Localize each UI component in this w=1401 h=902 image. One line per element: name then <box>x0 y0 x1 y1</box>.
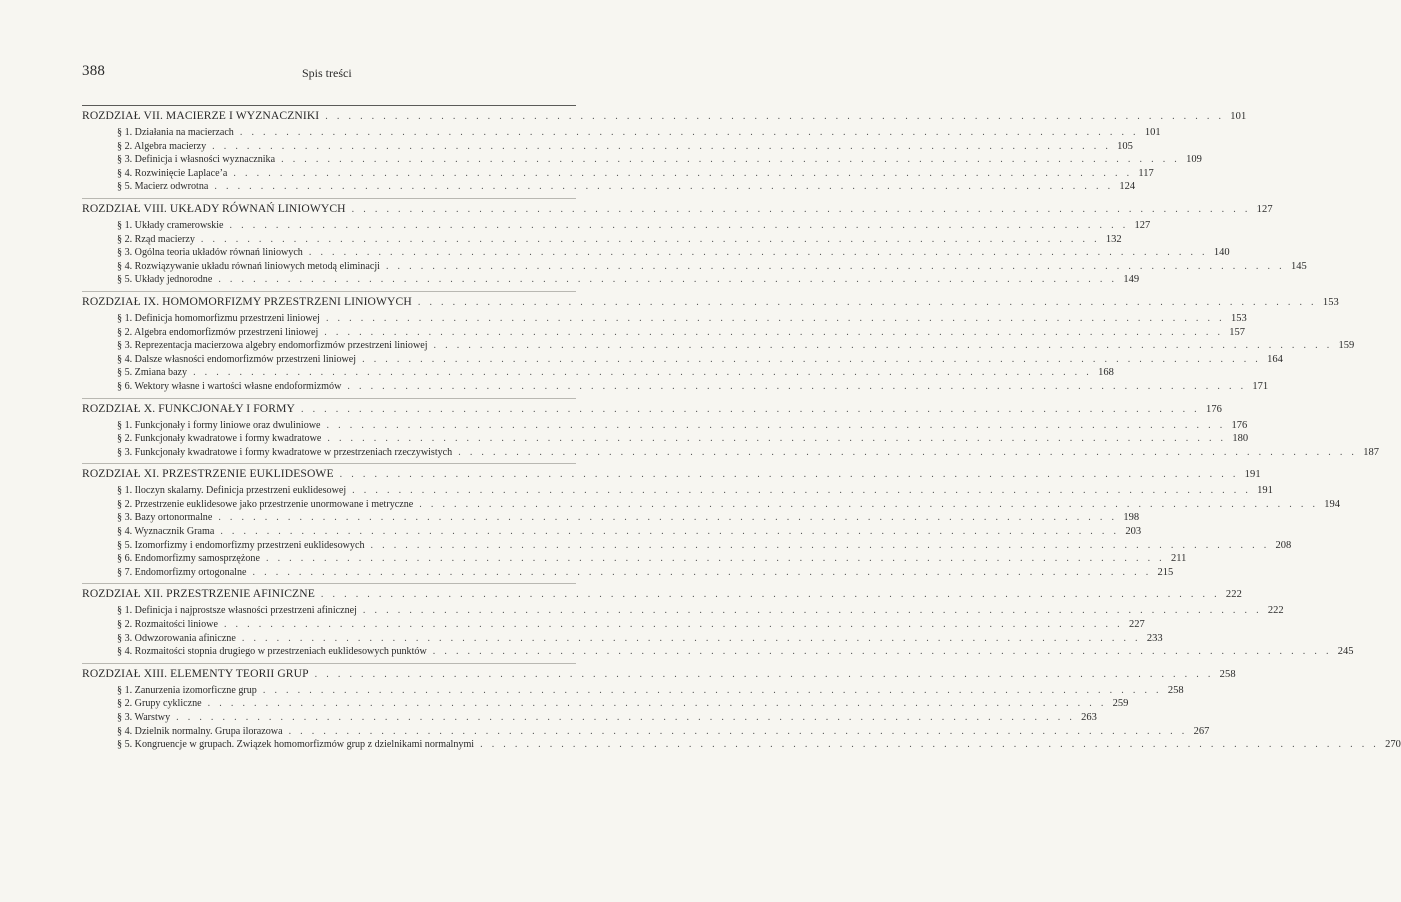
section-entry-page: 198 <box>1123 512 1140 524</box>
section-entry-title: § 6. Endomorfizmy samosprzężone <box>117 553 260 565</box>
dot-leader: . . . . . . . . . . . . . . . . . . . . . . . . . . . . . . . . . . . . . . . . . . . . . . . . . . . . . . . . . . . . . . . . . . . . . . . . . . . . . . <box>233 167 1133 179</box>
section-entry-page: 263 <box>1081 712 1097 723</box>
section-entry-title: § 1. Iloczyn skalarny. Definicja przestrzeni euklidesowej <box>117 485 347 497</box>
dot-leader: . . . . . . . . . . . . . . . . . . . . . . . . . . . . . . . . . . . . . . . . . . . . . . . . . . . . . . . . . . . . . . . . . . . . . . . . . . . . . . <box>432 646 1332 658</box>
dot-leader: . . . . . . . . . . . . . . . . . . . . . . . . . . . . . . . . . . . . . . . . . . . . . . . . . . . . . . . . . . . . . . . . . . . . . . . . . . . . . . <box>325 111 1225 122</box>
section-entry-title: § 3. Warstwy <box>117 712 171 723</box>
section-entry-page: 270 <box>1385 739 1401 751</box>
chapter-block <box>82 663 1401 756</box>
section-entry-title: § 5. Zmiana bazy <box>117 367 188 379</box>
section-entry <box>117 632 1163 646</box>
section-entry-page: 176 <box>1231 419 1248 431</box>
section-entry <box>117 260 1307 274</box>
chapter-heading-page: 191 <box>1244 469 1261 481</box>
dot-leader: . . . . . . . . . . . . . . . . . . . . . . . . . . . . . . . . . . . . . . . . . . . . . . . . . . . . . . . . . . . . . . . . . . . . . . . . . . . . . . <box>176 712 1076 723</box>
section-entry <box>117 273 1140 287</box>
dot-leader: . . . . . . . . . . . . . . . . . . . . . . . . . . . . . . . . . . . . . . . . . . . . . . . . . . . . . . . . . . . . . . . . . . . . . . . . . . . . . . <box>200 233 1100 245</box>
section-entry <box>117 711 1097 725</box>
section-entry-title: § 2. Funkcjonały kwadratowe i formy kwadratowe <box>117 433 322 445</box>
section-entry <box>117 219 1151 233</box>
section-entry-title: § 4. Rozwiązywanie układu równań liniowych metodą eliminacji <box>117 260 380 272</box>
chapter-heading-title: ROZDZIAŁ VII. MACIERZE I WYZNACZNIKI <box>82 109 320 122</box>
chapter-block <box>82 291 1355 398</box>
chapter-heading-page: 258 <box>1219 668 1236 680</box>
section-entry-title: § 1. Funkcjonały i formy liniowe oraz dwuliniowe <box>117 419 321 431</box>
section-entry <box>117 552 1187 566</box>
section-entry <box>117 153 1202 167</box>
section-entry <box>117 525 1142 539</box>
section-entry-title: § 7. Endomorfizmy ortogonalne <box>117 566 247 578</box>
dot-leader: . . . . . . . . . . . . . . . . . . . . . . . . . . . . . . . . . . . . . . . . . . . . . . . . . . . . . . . . . . . . . . . . . . . . . . . . . . . . . . <box>229 219 1129 231</box>
chapter-block <box>82 463 1340 583</box>
dot-leader: . . . . . . . . . . . . . . . . . . . . . . . . . . . . . . . . . . . . . . . . . . . . . . . . . . . . . . . . . . . . . . . . . . . . . . . . . . . . . . <box>193 367 1093 379</box>
section-entry-title: § 3. Odwzorowania afiniczne <box>117 632 236 644</box>
section-entry-page: 215 <box>1157 566 1174 578</box>
section-entry-page: 267 <box>1193 725 1210 737</box>
section-entry-title: § 1. Definicja i najprostsze własności przestrzeni afinicznej <box>117 605 357 617</box>
dot-leader: . . . . . . . . . . . . . . . . . . . . . . . . . . . . . . . . . . . . . . . . . . . . . . . . . . . . . . . . . . . . . . . . . . . . . . . . . . . . . . <box>212 140 1112 152</box>
dot-leader: . . . . . . . . . . . . . . . . . . . . . . . . . . . . . . . . . . . . . . . . . . . . . . . . . . . . . . . . . . . . . . . . . . . . . . . . . . . . . . <box>362 605 1262 617</box>
dot-leader: . . . . . . . . . . . . . . . . . . . . . . . . . . . . . . . . . . . . . . . . . . . . . . . . . . . . . . . . . . . . . . . . . . . . . . . . . . . . . . <box>239 127 1139 138</box>
section-entry-page: 159 <box>1338 340 1355 352</box>
section-entry-page: 105 <box>1117 140 1133 152</box>
dot-leader: . . . . . . . . . . . . . . . . . . . . . . . . . . . . . . . . . . . . . . . . . . . . . . . . . . . . . . . . . . . . . . . . . . . . . . . . . . . . . . <box>300 403 1200 415</box>
section-entry <box>117 366 1114 380</box>
chapter-heading-title: ROZDZIAŁ VIII. UKŁADY RÓWNAŃ LINIOWYCH <box>82 201 346 215</box>
page-number: 388 <box>82 63 106 79</box>
dot-leader: . . . . . . . . . . . . . . . . . . . . . . . . . . . . . . . . . . . . . . . . . . . . . . . . . . . . . . . . . . . . . . . . . . . . . . . . . . . . . . <box>327 433 1227 445</box>
dot-leader: . . . . . . . . . . . . . . . . . . . . . . . . . . . . . . . . . . . . . . . . . . . . . . . . . . . . . . . . . . . . . . . . . . . . . . . . . . . . . . <box>347 380 1247 392</box>
section-entry-title: § 2. Grupy cykliczne <box>117 698 202 710</box>
section-entry <box>117 498 1340 512</box>
chapter-heading <box>82 198 1273 219</box>
section-entry <box>117 566 1174 580</box>
section-list <box>82 219 1307 291</box>
section-entry-page: 211 <box>1170 553 1187 565</box>
section-entry-title: § 4. Rozwinięcie Laplace’a <box>117 167 228 179</box>
dot-leader: . . . . . . . . . . . . . . . . . . . . . . . . . . . . . . . . . . . . . . . . . . . . . . . . . . . . . . . . . . . . . . . . . . . . . . . . . . . . . . <box>325 312 1225 324</box>
section-entry-page: 245 <box>1337 646 1354 658</box>
section-entry-page: 132 <box>1105 233 1122 245</box>
section-entry-page: 101 <box>1144 127 1161 138</box>
dot-leader: . . . . . . . . . . . . . . . . . . . . . . . . . . . . . . . . . . . . . . . . . . . . . . . . . . . . . . . . . . . . . . . . . . . . . . . . . . . . . . <box>458 446 1358 458</box>
chapter-heading <box>82 105 1247 126</box>
section-entry-title: § 2. Algebra endomorfizmów przestrzeni liniowej <box>117 326 319 338</box>
dot-leader: . . . . . . . . . . . . . . . . . . . . . . . . . . . . . . . . . . . . . . . . . . . . . . . . . . . . . . . . . . . . . . . . . . . . . . . . . . . . . . <box>339 469 1239 481</box>
chapter-heading-page: 127 <box>1256 203 1273 215</box>
chapter-heading-title: ROZDZIAŁ XIII. ELEMENTY TEORII GRUP <box>82 666 309 680</box>
dot-leader: . . . . . . . . . . . . . . . . . . . . . . . . . . . . . . . . . . . . . . . . . . . . . . . . . . . . . . . . . . . . . . . . . . . . . . . . . . . . . . <box>324 326 1224 338</box>
dot-leader: . . . . . . . . . . . . . . . . . . . . . . . . . . . . . . . . . . . . . . . . . . . . . . . . . . . . . . . . . . . . . . . . . . . . . . . . . . . . . . <box>207 698 1107 710</box>
section-entry-title: § 6. Wektory własne i wartości własne endoformizmów <box>117 380 342 392</box>
section-entry-title: § 2. Algebra macierzy <box>117 140 207 152</box>
dot-leader: . . . . . . . . . . . . . . . . . . . . . . . . . . . . . . . . . . . . . . . . . . . . . . . . . . . . . . . . . . . . . . . . . . . . . . . . . . . . . . <box>362 353 1262 365</box>
section-entry-page: 227 <box>1128 619 1145 631</box>
section-entry-title: § 3. Definicja i własności wyznacznika <box>117 154 276 166</box>
dot-leader: . . . . . . . . . . . . . . . . . . . . . . . . . . . . . . . . . . . . . . . . . . . . . . . . . . . . . . . . . . . . . . . . . . . . . . . . . . . . . . <box>308 247 1208 259</box>
section-entry-title: § 4. Rozmaitości stopnia drugiego w przestrzeniach euklidesowych punktów <box>117 646 427 658</box>
section-entry-page: 145 <box>1290 260 1307 272</box>
dot-leader: . . . . . . . . . . . . . . . . . . . . . . . . . . . . . . . . . . . . . . . . . . . . . . . . . . . . . . . . . . . . . . . . . . . . . . . . . . . . . . <box>417 296 1317 308</box>
section-entry-title: § 5. Kongruencje w grupach. Związek homomorfizmów grup z dzielnikami normalnymi <box>117 739 475 751</box>
chapter-heading <box>82 291 1339 312</box>
section-entry <box>117 233 1122 247</box>
section-entry <box>117 380 1269 394</box>
dot-leader: . . . . . . . . . . . . . . . . . . . . . . . . . . . . . . . . . . . . . . . . . . . . . . . . . . . . . . . . . . . . . . . . . . . . . . . . . . . . . . <box>281 154 1181 166</box>
chapter-heading-page: 222 <box>1225 589 1242 601</box>
chapter-heading-page: 101 <box>1230 111 1247 122</box>
section-entry-title: § 2. Rząd macierzy <box>117 233 195 245</box>
chapter-heading-title: ROZDZIAŁ XI. PRZESTRZENIE EUKLIDESOWE <box>82 467 334 481</box>
dot-leader: . . . . . . . . . . . . . . . . . . . . . . . . . . . . . . . . . . . . . . . . . . . . . . . . . . . . . . . . . . . . . . . . . . . . . . . . . . . . . . <box>214 181 1114 193</box>
section-entry-page: 164 <box>1267 353 1283 365</box>
chapter-heading-page: 176 <box>1205 403 1223 415</box>
section-entry <box>117 126 1161 140</box>
dot-leader: . . . . . . . . . . . . . . . . . . . . . . . . . . . . . . . . . . . . . . . . . . . . . . . . . . . . . . . . . . . . . . . . . . . . . . . . . . . . . . <box>218 274 1118 286</box>
section-entry <box>117 140 1133 154</box>
section-entry-page: 233 <box>1146 632 1163 644</box>
dot-leader: . . . . . . . . . . . . . . . . . . . . . . . . . . . . . . . . . . . . . . . . . . . . . . . . . . . . . . . . . . . . . . . . . . . . . . . . . . . . . . <box>480 739 1380 751</box>
chapter-heading-title: ROZDZIAŁ X. FUNKCJONAŁY I FORMY <box>82 401 295 415</box>
section-entry-title: § 2. Rozmaitości liniowe <box>117 619 218 631</box>
section-entry <box>117 618 1145 632</box>
section-entry-title: § 3. Funkcjonały kwadratowe i formy kwadratowe w przestrzeniach rzeczywistych <box>117 446 453 458</box>
dot-leader: . . . . . . . . . . . . . . . . . . . . . . . . . . . . . . . . . . . . . . . . . . . . . . . . . . . . . . . . . . . . . . . . . . . . . . . . . . . . . . <box>220 526 1120 538</box>
section-entry-title: § 5. Macierz odwrotna <box>117 181 209 193</box>
section-entry-title: § 3. Reprezentacja macierzowa algebry endomorfizmów przestrzeni liniowej <box>117 340 428 352</box>
dot-leader: . . . . . . . . . . . . . . . . . . . . . . . . . . . . . . . . . . . . . . . . . . . . . . . . . . . . . . . . . . . . . . . . . . . . . . . . . . . . . . <box>241 632 1141 644</box>
section-list <box>82 126 1202 198</box>
running-head: Spis treści <box>302 66 352 80</box>
section-entry <box>117 246 1230 260</box>
section-entry <box>117 339 1355 353</box>
chapter-block <box>82 198 1307 291</box>
section-entry-title: § 3. Ogólna teoria układów równań liniowych <box>117 247 303 259</box>
dot-leader: . . . . . . . . . . . . . . . . . . . . . . . . . . . . . . . . . . . . . . . . . . . . . . . . . . . . . . . . . . . . . . . . . . . . . . . . . . . . . . <box>326 419 1226 431</box>
section-entry-page: 203 <box>1125 526 1142 538</box>
dot-leader: . . . . . . . . . . . . . . . . . . . . . . . . . . . . . . . . . . . . . . . . . . . . . . . . . . . . . . . . . . . . . . . . . . . . . . . . . . . . . . <box>419 498 1319 510</box>
section-entry <box>117 180 1136 194</box>
chapter-block <box>82 583 1354 662</box>
chapter-block <box>82 398 1379 464</box>
chapter-heading-page: 153 <box>1322 296 1339 308</box>
section-entry <box>117 684 1184 698</box>
section-entry-page: 258 <box>1167 684 1184 696</box>
chapter-heading-title: ROZDZIAŁ XII. PRZESTRZENIE AFINICZNE <box>82 587 315 601</box>
section-entry-page: 222 <box>1267 605 1284 617</box>
chapter-heading-title: ROZDZIAŁ IX. HOMOMORFIZMY PRZESTRZENI LINIOWYCH <box>82 294 412 308</box>
section-entry-page: 153 <box>1230 312 1247 324</box>
section-entry-page: 191 <box>1257 485 1273 497</box>
chapter-heading <box>82 398 1223 419</box>
section-entry-page: 208 <box>1275 539 1292 551</box>
section-entry-title: § 5. Izomorfizmy i endomorfizmy przestrzeni euklidesowych <box>117 539 365 551</box>
section-entry-title: § 1. Układy cramerowskie <box>117 219 224 231</box>
dot-leader: . . . . . . . . . . . . . . . . . . . . . . . . . . . . . . . . . . . . . . . . . . . . . . . . . . . . . . . . . . . . . . . . . . . . . . . . . . . . . . <box>370 539 1270 551</box>
dot-leader: . . . . . . . . . . . . . . . . . . . . . . . . . . . . . . . . . . . . . . . . . . . . . . . . . . . . . . . . . . . . . . . . . . . . . . . . . . . . . . <box>433 340 1333 352</box>
section-entry-page: 127 <box>1134 219 1151 231</box>
dot-leader: . . . . . . . . . . . . . . . . . . . . . . . . . . . . . . . . . . . . . . . . . . . . . . . . . . . . . . . . . . . . . . . . . . . . . . . . . . . . . . <box>218 512 1118 524</box>
section-entry <box>117 312 1247 326</box>
dot-leader: . . . . . . . . . . . . . . . . . . . . . . . . . . . . . . . . . . . . . . . . . . . . . . . . . . . . . . . . . . . . . . . . . . . . . . . . . . . . . . <box>223 619 1123 631</box>
dot-leader: . . . . . . . . . . . . . . . . . . . . . . . . . . . . . . . . . . . . . . . . . . . . . . . . . . . . . . . . . . . . . . . . . . . . . . . . . . . . . . <box>314 668 1214 680</box>
dot-leader: . . . . . . . . . . . . . . . . . . . . . . . . . . . . . . . . . . . . . . . . . . . . . . . . . . . . . . . . . . . . . . . . . . . . . . . . . . . . . . <box>351 203 1251 215</box>
section-entry-title: § 1. Definicja homomorfizmu przestrzeni liniowej <box>117 312 320 324</box>
section-entry-title: § 4. Wyznacznik Grama <box>117 526 215 538</box>
section-entry <box>117 484 1273 498</box>
section-entry-page: 171 <box>1252 380 1269 392</box>
section-entry-page: 259 <box>1112 698 1129 710</box>
dot-leader: . . . . . . . . . . . . . . . . . . . . . . . . . . . . . . . . . . . . . . . . . . . . . . . . . . . . . . . . . . . . . . . . . . . . . . . . . . . . . . <box>320 589 1220 601</box>
section-entry-page: 140 <box>1213 247 1230 259</box>
section-entry <box>117 645 1354 659</box>
section-entry <box>117 353 1283 367</box>
section-entry <box>117 738 1401 752</box>
dot-leader: . . . . . . . . . . . . . . . . . . . . . . . . . . . . . . . . . . . . . . . . . . . . . . . . . . . . . . . . . . . . . . . . . . . . . . . . . . . . . . <box>288 725 1188 737</box>
section-entry-title: § 4. Dzielnik normalny. Grupa ilorazowa <box>117 725 283 737</box>
section-entry <box>117 604 1284 618</box>
section-list <box>82 684 1401 756</box>
section-entry-page: 180 <box>1232 433 1249 445</box>
section-entry-title: § 1. Zanurzenia izomorficzne grup <box>117 684 257 696</box>
section-entry-title: § 1. Działania na macierzach <box>117 127 234 138</box>
section-entry <box>117 511 1140 525</box>
chapter-block <box>82 105 1247 198</box>
section-entry-title: § 3. Bazy ortonormalne <box>117 512 213 524</box>
section-entry <box>117 419 1248 433</box>
section-entry <box>117 326 1246 340</box>
chapter-heading <box>82 463 1261 484</box>
dot-leader: . . . . . . . . . . . . . . . . . . . . . . . . . . . . . . . . . . . . . . . . . . . . . . . . . . . . . . . . . . . . . . . . . . . . . . . . . . . . . . <box>262 684 1162 696</box>
section-entry <box>117 697 1129 711</box>
section-entry-page: 194 <box>1324 498 1340 510</box>
table-of-contents <box>82 105 1401 756</box>
dot-leader: . . . . . . . . . . . . . . . . . . . . . . . . . . . . . . . . . . . . . . . . . . . . . . . . . . . . . . . . . . . . . . . . . . . . . . . . . . . . . . <box>265 553 1165 565</box>
section-list <box>82 484 1340 583</box>
section-entry <box>117 446 1379 460</box>
section-entry <box>117 539 1292 553</box>
section-entry-title: § 5. Układy jednorodne <box>117 274 213 286</box>
section-entry-page: 109 <box>1186 154 1202 166</box>
section-entry-page: 124 <box>1119 181 1136 193</box>
section-entry <box>117 432 1249 446</box>
section-entry-page: 117 <box>1138 167 1154 179</box>
section-entry <box>117 167 1154 181</box>
section-list <box>82 312 1355 398</box>
section-entry-page: 187 <box>1363 446 1379 458</box>
section-list <box>82 604 1354 662</box>
chapter-heading <box>82 583 1242 604</box>
section-entry-page: 168 <box>1098 367 1114 379</box>
section-list <box>82 419 1379 464</box>
section-entry-title: § 2. Przestrzenie euklidesowe jako przestrzenie unormowane i metryczne <box>117 498 414 510</box>
chapter-heading <box>82 663 1236 684</box>
dot-leader: . . . . . . . . . . . . . . . . . . . . . . . . . . . . . . . . . . . . . . . . . . . . . . . . . . . . . . . . . . . . . . . . . . . . . . . . . . . . . . <box>385 260 1285 272</box>
section-entry-page: 149 <box>1123 274 1140 286</box>
section-entry <box>117 725 1210 739</box>
dot-leader: . . . . . . . . . . . . . . . . . . . . . . . . . . . . . . . . . . . . . . . . . . . . . . . . . . . . . . . . . . . . . . . . . . . . . . . . . . . . . . <box>352 485 1252 497</box>
section-entry-page: 157 <box>1229 326 1246 338</box>
dot-leader: . . . . . . . . . . . . . . . . . . . . . . . . . . . . . . . . . . . . . . . . . . . . . . . . . . . . . . . . . . . . . . . . . . . . . . . . . . . . . . <box>252 566 1152 578</box>
section-entry-title: § 4. Dalsze własności endomorfizmów przestrzeni liniowej <box>117 353 357 365</box>
